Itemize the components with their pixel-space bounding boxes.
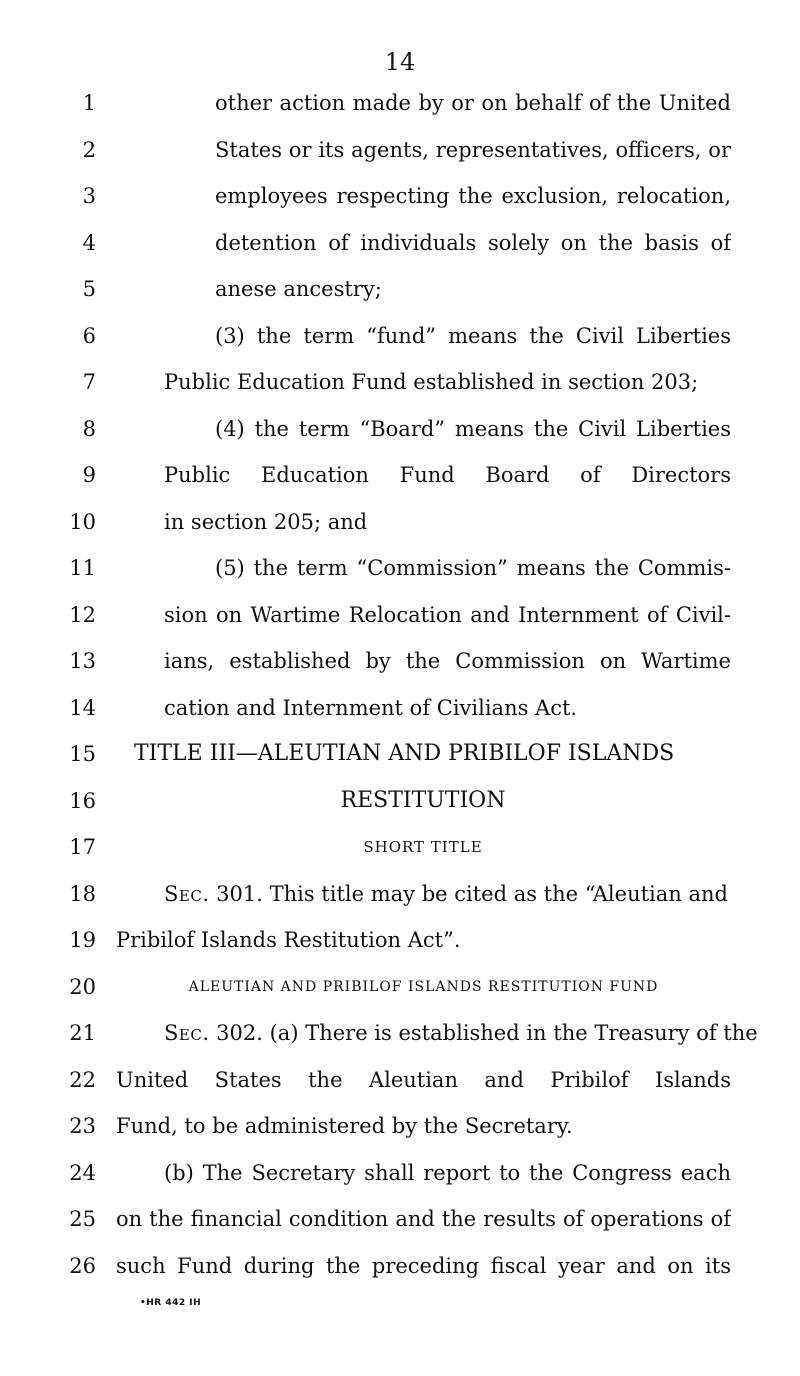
document-line — [0, 871, 800, 917]
line-number: 22 — [69, 1068, 96, 1092]
line-number: 3 — [82, 184, 96, 208]
document-line — [0, 220, 800, 266]
line-text: (5) the term “Commission” means the Commis- — [215, 556, 731, 580]
document-line — [0, 452, 800, 498]
footer-bill-id: •HR 442 IH — [140, 1298, 202, 1308]
line-number: 26 — [69, 1254, 96, 1278]
line-text: Pribilof Islands Restitution Act”. — [116, 928, 461, 952]
line-text: in section 205; and — [164, 510, 368, 534]
line-number: 19 — [69, 928, 96, 952]
document-line — [0, 638, 800, 684]
document-line — [0, 406, 800, 452]
line-text: cation and Internment of Civilians Act. — [164, 696, 578, 720]
document-line — [0, 127, 800, 173]
line-number: 6 — [82, 324, 96, 348]
line-number: 4 — [82, 231, 96, 255]
document-line — [0, 1103, 800, 1149]
line-text: (4) the term “Board” means the Civil Liberties — [215, 417, 731, 441]
document-line — [0, 964, 800, 1010]
document-line — [0, 1196, 800, 1242]
page-number: 14 — [384, 48, 416, 76]
title-heading: RESTITUTION — [340, 788, 506, 813]
document-line — [0, 266, 800, 312]
document-line — [0, 359, 800, 405]
line-number: 2 — [82, 138, 96, 162]
document-line — [0, 313, 800, 359]
section-heading: SHORT TITLE — [363, 838, 483, 856]
line-text: detention of individuals solely on the basis of — [215, 231, 731, 255]
line-text: States or its agents, representatives, officers, or — [215, 138, 731, 162]
line-number: 17 — [69, 835, 96, 859]
line-text — [164, 1010, 758, 1056]
line-text: United States the Aleutian and Pribilof Islands — [116, 1068, 731, 1092]
line-text-rest: 301. This title may be cited as the “Aleutian and — [209, 882, 728, 906]
document-line — [0, 1243, 800, 1289]
line-text: (b) The Secretary shall report to the Congress each — [164, 1161, 731, 1185]
line-text: sion on Wartime Relocation and Internment of Civil- — [164, 603, 731, 627]
document-line — [0, 173, 800, 219]
line-text: Fund, to be administered by the Secretary. — [116, 1114, 573, 1138]
line-text: (3) the term “fund” means the Civil Liberties — [215, 324, 731, 348]
line-number: 13 — [69, 649, 96, 673]
document-line — [0, 545, 800, 591]
document-line — [0, 592, 800, 638]
document-line — [0, 824, 800, 870]
line-number: 11 — [69, 556, 96, 580]
document-line — [0, 1150, 800, 1196]
document-line — [0, 1057, 800, 1103]
line-number: 25 — [69, 1207, 96, 1231]
line-number: 10 — [69, 510, 96, 534]
line-text: ians, established by the Commission on Wartime — [164, 649, 731, 673]
line-number: 20 — [69, 975, 96, 999]
line-text-part — [164, 871, 728, 917]
document-line — [0, 685, 800, 731]
title-heading: TITLE III—ALEUTIAN AND PRIBILOF ISLANDS — [134, 741, 675, 766]
line-number: 12 — [69, 603, 96, 627]
line-number: 15 — [69, 742, 96, 766]
document-line — [0, 1010, 800, 1056]
document-line — [0, 917, 800, 963]
section-label: Sec. — [164, 1021, 210, 1045]
line-number: 5 — [82, 277, 96, 301]
line-text: Public Education Fund established in section 203; — [164, 370, 699, 394]
line-text-rest: 302. (a) There is established in the Treasury of the — [209, 1021, 758, 1045]
line-text — [164, 871, 731, 917]
line-number: 23 — [69, 1114, 96, 1138]
document-line — [0, 778, 800, 824]
line-number: 16 — [69, 789, 96, 813]
line-text: employees respecting the exclusion, relocation, — [215, 184, 731, 208]
line-text: other action made by or on behalf of the United — [215, 91, 731, 115]
line-text: on the financial condition and the results of operations of — [116, 1207, 731, 1231]
section-heading: ALEUTIAN AND PRIBILOF ISLANDS RESTITUTION FUND — [188, 979, 659, 995]
line-text: such Fund during the preceding fiscal year and on its — [116, 1254, 731, 1278]
line-number: 18 — [69, 882, 96, 906]
document-line — [0, 499, 800, 545]
line-text: anese ancestry; — [215, 277, 382, 301]
line-number: 14 — [69, 696, 96, 720]
section-label: Sec. — [164, 882, 210, 906]
line-text: Public Education Fund Board of Directors — [164, 463, 731, 487]
line-number: 24 — [69, 1161, 96, 1185]
document-line — [0, 731, 800, 777]
line-number: 9 — [82, 463, 96, 487]
line-number: 21 — [69, 1021, 96, 1045]
line-number: 8 — [82, 417, 96, 441]
line-number: 7 — [82, 370, 96, 394]
line-number: 1 — [82, 91, 96, 115]
document-line — [0, 80, 800, 126]
